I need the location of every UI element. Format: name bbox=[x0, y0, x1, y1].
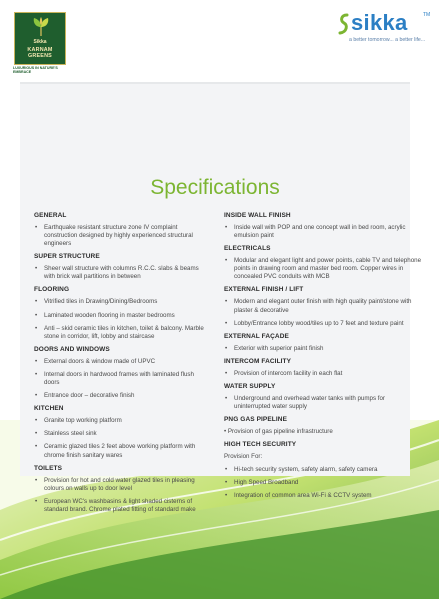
bullet-icon: • bbox=[225, 257, 228, 265]
section-note: Provision For: bbox=[224, 453, 263, 461]
spec-item-text: Hi-tech security system, safety alarm, safety camera bbox=[234, 466, 378, 474]
spec-list bbox=[34, 358, 208, 400]
section-heading: SUPER STRUCTURE bbox=[34, 253, 100, 261]
spec-list bbox=[34, 477, 208, 514]
page-title: Specifications bbox=[150, 176, 280, 199]
spec-section-general bbox=[34, 212, 208, 248]
spec-section-electricals bbox=[224, 245, 422, 281]
section-heading: ELECTRICALS bbox=[224, 245, 271, 253]
spec-list-item bbox=[224, 320, 422, 328]
logo-brand-text: Sikka bbox=[33, 39, 47, 45]
sikka-tagline: a better tomorrow... a better life... bbox=[349, 37, 426, 43]
spec-section-external-fa-ade bbox=[224, 333, 422, 353]
spec-list-item bbox=[34, 392, 208, 400]
spec-item-text: Underground and overhead water tanks with pumps for uninterrupted water supply bbox=[234, 394, 385, 411]
logo-tagline: LUXURIOUS IN NATURE'S EMBRACE bbox=[13, 66, 58, 74]
page-header bbox=[0, 0, 439, 82]
sikka-wordmark: sikka bbox=[351, 10, 408, 35]
spec-item-text: Modern and elegant outer finish with high quality paint/stone with plaster & decorative bbox=[234, 298, 412, 314]
spec-list bbox=[224, 298, 422, 327]
bullet-icon: • bbox=[225, 492, 228, 500]
section-heading: INTERCOM FACILITY bbox=[224, 357, 292, 365]
specifications-card bbox=[20, 84, 422, 513]
spec-list-item bbox=[224, 395, 422, 411]
spec-item-text: High Speed Broadband bbox=[234, 479, 299, 487]
bullet-icon: • bbox=[35, 370, 38, 378]
bullet-icon: • bbox=[225, 344, 228, 352]
spec-list-item bbox=[224, 370, 422, 378]
spec-list-item bbox=[34, 417, 208, 425]
section-heading: EXTERNAL FINISH / LIFT bbox=[224, 286, 304, 294]
bullet-icon: • bbox=[35, 224, 38, 231]
spec-list-item bbox=[34, 325, 208, 341]
section-heading: WATER SUPPLY bbox=[224, 382, 276, 390]
spec-list-item bbox=[34, 312, 208, 320]
spec-item-text: Ceramic glazed tiles 2 feet above working platform with chrome finish sanitary wares bbox=[44, 443, 196, 459]
spec-list bbox=[34, 224, 208, 248]
spec-item-text: Inside wall with POP and one concept wall in bed room, acrylic emulsion paint bbox=[234, 224, 406, 240]
spec-list bbox=[224, 370, 422, 378]
section-heading: HIGH TECH SECURITY bbox=[224, 441, 297, 449]
spec-list bbox=[224, 466, 422, 500]
spec-item-text: Entrance door – decorative finish bbox=[44, 392, 135, 400]
section-heading: GENERAL bbox=[34, 212, 67, 219]
spec-list-item bbox=[224, 479, 422, 487]
spec-list bbox=[224, 345, 422, 353]
spec-list-item bbox=[34, 477, 208, 493]
sikka-logo bbox=[337, 10, 431, 50]
bullet-icon: • bbox=[35, 265, 38, 273]
spec-item-text: Vitrified tiles in Drawing/Dining/Bedrooms bbox=[44, 298, 158, 306]
bullet-icon: • bbox=[225, 298, 228, 306]
spec-list bbox=[224, 257, 422, 281]
spec-list-item bbox=[224, 466, 422, 474]
spec-list bbox=[224, 395, 422, 411]
section-heading: INSIDE WALL FINISH bbox=[224, 212, 291, 219]
spec-section-toilets bbox=[34, 465, 208, 514]
right-column bbox=[224, 212, 422, 505]
logo-project-text: KARNAM GREENS bbox=[27, 47, 53, 59]
spec-list bbox=[224, 224, 422, 240]
bullet-icon: • bbox=[35, 476, 38, 484]
section-heading: EXTERNAL FAÇADE bbox=[224, 332, 289, 340]
spec-item-text: Granite top working platform bbox=[44, 417, 122, 425]
spec-list-item bbox=[224, 492, 422, 500]
bullet-icon: • bbox=[225, 369, 228, 377]
spec-list-item bbox=[34, 371, 208, 387]
bullet-icon: • bbox=[35, 357, 38, 365]
bullet-icon: • bbox=[35, 430, 38, 438]
karnam-greens-logo bbox=[14, 12, 66, 65]
spec-list-item bbox=[34, 358, 208, 366]
spec-list bbox=[34, 298, 208, 340]
spec-list-item bbox=[224, 298, 422, 314]
trademark-mark: TM bbox=[423, 12, 431, 18]
spec-section-water-supply bbox=[224, 383, 422, 411]
bullet-icon: • bbox=[225, 394, 228, 402]
bullet-icon: • bbox=[225, 224, 228, 231]
left-column bbox=[34, 212, 208, 519]
bullet-icon: • bbox=[35, 311, 38, 319]
sikka-swirl-icon bbox=[337, 12, 351, 36]
spec-list-item bbox=[224, 224, 422, 240]
spec-item-text: Lobby/Entrance lobby wood/tiles up to 7 feet and texture paint bbox=[234, 319, 404, 327]
spec-section-inside-wall-finish bbox=[224, 212, 422, 240]
spec-list bbox=[34, 417, 208, 459]
spec-item-text: Laminated wooden flooring in master bedrooms bbox=[44, 311, 175, 319]
spec-section-external-finish-lift bbox=[224, 286, 422, 327]
spec-section-super-structure bbox=[34, 253, 208, 281]
section-heading: FLOORING bbox=[34, 286, 70, 294]
spec-section-intercom-facility bbox=[224, 358, 422, 378]
spec-item-text: Integration of common area Wi-Fi & CCTV system bbox=[234, 492, 372, 500]
bullet-icon: • bbox=[35, 417, 38, 425]
bullet-icon: • bbox=[35, 497, 38, 505]
spec-item-text: Exterior with superior paint finish bbox=[234, 344, 324, 352]
spec-item-text: Anti – skid ceramic tiles in kitchen, toilet & balcony. Marble stone in corridor, lift, lobby and staircase bbox=[44, 324, 204, 340]
spec-item-text: Earthquake resistant structure zone IV complaint construction designed by highly experienced structural engineers bbox=[44, 224, 193, 248]
spec-list-item bbox=[34, 443, 208, 459]
spec-section-kitchen bbox=[34, 405, 208, 459]
spec-list-item bbox=[34, 430, 208, 438]
bullet-icon: • bbox=[225, 319, 228, 327]
spec-item-text: Sheer wall structure with columns R.C.C. slabs & beams with brick wall partitions in between bbox=[44, 265, 199, 281]
spec-item-text: Provision of intercom facility in each flat bbox=[234, 369, 343, 377]
spec-list-item bbox=[34, 498, 208, 514]
bullet-icon: • bbox=[35, 443, 38, 451]
section-heading: KITCHEN bbox=[34, 405, 64, 413]
spec-section-flooring bbox=[34, 286, 208, 340]
spec-item-text: Stainless steel sink bbox=[44, 430, 97, 438]
spec-section-png-gas-pipeline bbox=[224, 416, 422, 436]
spec-list-item bbox=[224, 257, 422, 281]
section-note: • Provision of gas pipeline infrastructure bbox=[224, 428, 333, 436]
bullet-icon: • bbox=[35, 298, 38, 306]
spec-list-item bbox=[34, 298, 208, 306]
bullet-icon: • bbox=[35, 392, 38, 400]
spec-section-doors-and-windows bbox=[34, 346, 208, 400]
spec-item-text: Modular and elegant light and power points, cable TV and telephone points in drawing room and master bed room. Copper wires in concealed PVC conduits with MCB bbox=[234, 257, 422, 281]
spec-item-text: External doors & window made of UPVC bbox=[44, 357, 156, 365]
spec-item-text: European WC's washbasins & light shaded cisterns of standard brand. Chrome plated fitting of standard make bbox=[44, 497, 196, 513]
section-heading: TOILETS bbox=[34, 464, 63, 472]
spec-list bbox=[34, 265, 208, 281]
bullet-icon: • bbox=[35, 324, 38, 332]
spec-list-item bbox=[224, 345, 422, 353]
spec-list-item bbox=[34, 265, 208, 281]
spec-item-text: Provision for hot and cold water glazed tiles in pleasing colours on walls up to door level bbox=[44, 476, 195, 492]
section-heading: PNG GAS PIPELINE bbox=[224, 416, 288, 424]
spec-item-text: Internal doors in hardwood frames with laminated flush doors bbox=[44, 370, 194, 387]
spec-section-high-tech-security bbox=[224, 441, 422, 500]
section-heading: DOORS AND WINDOWS bbox=[34, 345, 110, 353]
spec-list-item bbox=[34, 224, 208, 248]
bullet-icon: • bbox=[225, 479, 228, 487]
leaf-emblem-icon bbox=[29, 17, 53, 37]
bullet-icon: • bbox=[225, 466, 228, 474]
